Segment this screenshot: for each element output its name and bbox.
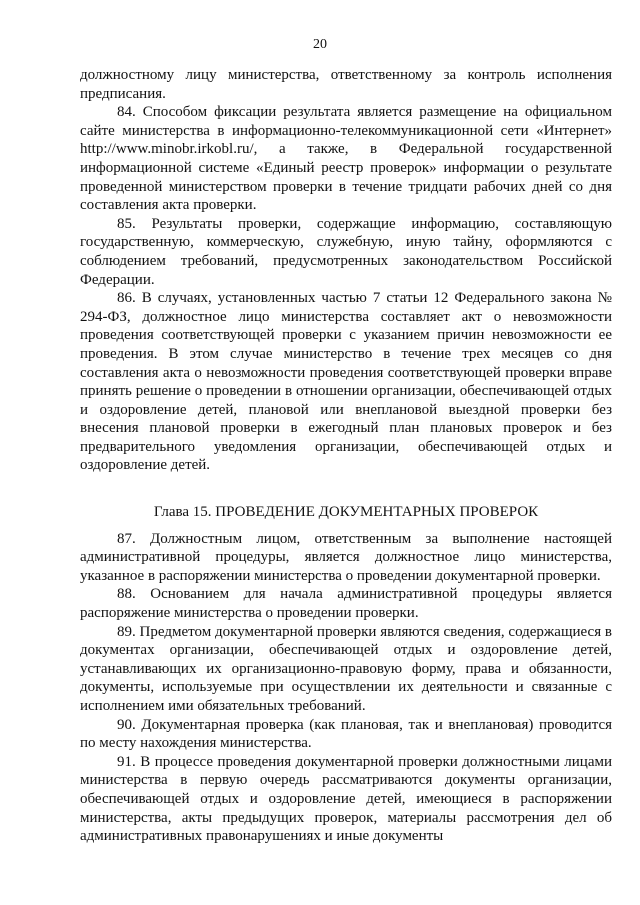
paragraph-91: 91. В процессе проведения документарной проверки должностными лицами министерства в первую очередь рассматриваются документы организации, обеспечивающей отдых и оздоровление детей, имеющиеся в распоряжении министерства, акты предыдущих проверок, материалы рассмотрения дел об административных правонарушениях и иные документы [80, 753, 612, 845]
paragraph-84: 84. Способом фиксации результата является размещение на официальном сайте министерства в информационно-телекоммуникационной сети «Интернет» http://www.minobr.irkobl.ru/, а также, в Федеральной государственной информационной системе «Единый реестр проверок» информации о результате проведенной министерством проверки в течение тридцати рабочих дней со дня составления акта проверки. [80, 104, 612, 214]
paragraph-85: 85. Результаты проверки, содержащие информацию, составляющую государственную, коммерческую, служебную, иную тайну, оформляются с соблюдением требований, предусмотренных законодательством Российской Федерации. [80, 215, 612, 288]
paragraph-89: 89. Предметом документарной проверки являются сведения, содержащиеся в документах организации, обеспечивающей отдых и оздоровление детей, устанавливающих их организационно-правовую форму, права и обязанности, документы, используемые при осуществлении их деятельности и связанные с исполнением ими обязательных требований. [80, 623, 612, 714]
document-body [80, 66, 612, 846]
paragraph-continuation: должностному лицу министерства, ответственному за контроль исполнения предписания. [80, 67, 612, 102]
paragraph-90: 90. Документарная проверка (как плановая, так и внеплановая) проводится по месту нахождения министерства. [80, 716, 612, 752]
chapter-heading: Глава 15. ПРОВЕДЕНИЕ ДОКУМЕНТАРНЫХ ПРОВЕРОК [153, 504, 539, 521]
paragraph-86: 86. В случаях, установленных частью 7 статьи 12 Федерального закона № 294-ФЗ, должностное лицо министерства составляет акт о невозможности проведения соответствующей проверки с указанием причин невозможности ее проведения. В этом случае министерство в течение трех месяцев со дня составления акта о невозможности проведения соответствующей проверки вправе принять решение о проведении в отношении организации, обеспечивающей отдых и оздоровление детей, плановой или внеплановой выездной проверки без внесения плановой проверки в ежегодный план плановых проверок и без предварительного уведомления организации, обеспечивающей отдых и оздоровление детей. [80, 290, 612, 474]
paragraph-88: 88. Основанием для начала административной процедуры является распоряжение министерства о проведении проверки. [80, 586, 612, 622]
page-number: 20 [313, 37, 327, 52]
paragraph-87: 87. Должностным лицом, ответственным за выполнение настоящей административной процедуры, является должностное лицо министерства, указанное в распоряжении министерства о проведении документарной проверки. [80, 530, 612, 584]
